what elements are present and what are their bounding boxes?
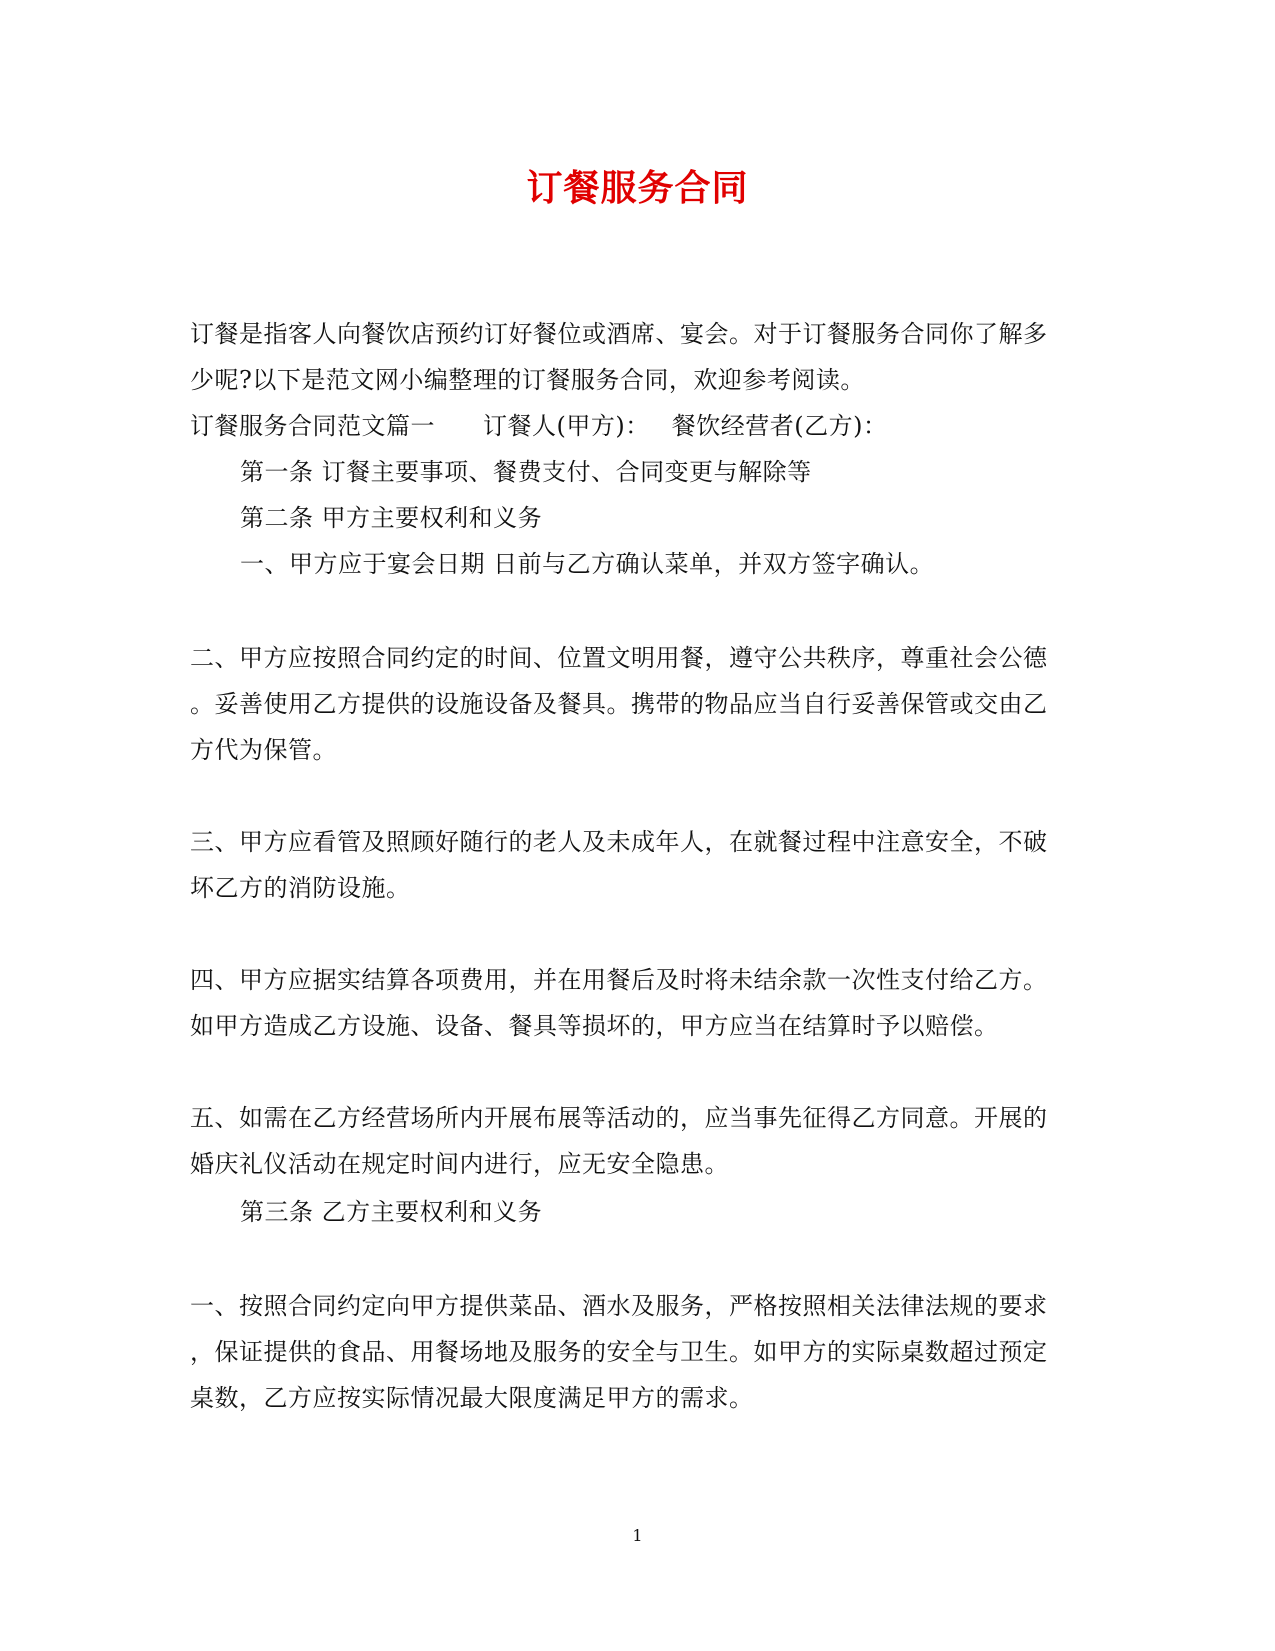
contract-sample-heading: 订餐服务合同范文篇一 [190, 412, 435, 440]
clause-line: ，保证提供的食品、用餐场地及服务的安全与卫生。如甲方的实际桌数超过预定 [190, 1338, 1048, 1366]
article-3-heading: 第三条 乙方主要权利和义务 [240, 1198, 543, 1226]
paragraph-line: 少呢?以下是范文网小编整理的订餐服务合同，欢迎参考阅读。 [190, 366, 865, 394]
page-number: 1 [632, 1526, 643, 1545]
article-1-heading: 第一条 订餐主要事项、餐费支付、合同变更与解除等 [240, 458, 812, 486]
clause-line: 四、甲方应据实结算各项费用，并在用餐后及时将未结余款一次性支付给乙方。 [190, 966, 1048, 994]
clause-line: 二、甲方应按照合同约定的时间、位置文明用餐，遵守公共秩序，尊重社会公德 [190, 644, 1048, 672]
clause-line: 。妥善使用乙方提供的设施设备及餐具。携带的物品应当自行妥善保管或交由乙 [190, 690, 1048, 718]
clause-line: 桌数，乙方应按实际情况最大限度满足甲方的需求。 [190, 1384, 754, 1412]
document-title: 订餐服务合同 [526, 167, 749, 209]
party-a-label: 订餐人(甲方)： [483, 412, 650, 440]
clause-line: 三、甲方应看管及照顾好随行的老人及未成年人，在就餐过程中注意安全，不破 [190, 828, 1048, 856]
parties-line [190, 410, 887, 442]
clause-line: 方代为保管。 [190, 736, 337, 764]
clause-line: 如甲方造成乙方设施、设备、餐具等损坏的，甲方应当在结算时予以赔偿。 [190, 1012, 999, 1040]
clause-line: 一、按照合同约定向甲方提供菜品、酒水及服务，严格按照相关法律法规的要求 [190, 1292, 1048, 1320]
clause-line: 婚庆礼仪活动在规定时间内进行，应无安全隐患。 [190, 1150, 729, 1178]
clause-line: 五、如需在乙方经营场所内开展布展等活动的，应当事先征得乙方同意。开展的 [190, 1104, 1048, 1132]
paragraph-line: 订餐是指客人向餐饮店预约订好餐位或酒席、宴会。对于订餐服务合同你了解多 [190, 320, 1048, 348]
article-2-heading: 第二条 甲方主要权利和义务 [240, 504, 543, 532]
clause-line: 一、甲方应于宴会日期 日前与乙方确认菜单，并双方签字确认。 [240, 550, 935, 578]
party-b-label: 餐饮经营者(乙方)： [671, 412, 888, 440]
clause-line: 坏乙方的消防设施。 [190, 874, 411, 902]
